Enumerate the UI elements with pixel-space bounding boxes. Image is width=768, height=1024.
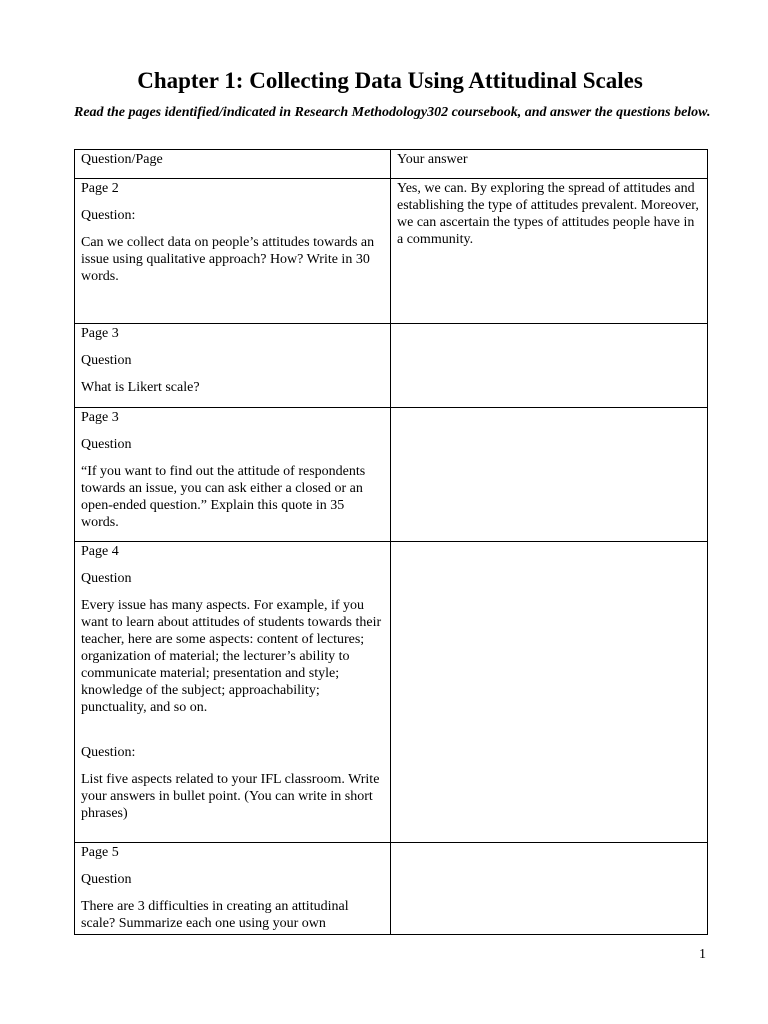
- question-label: Question: [81, 353, 132, 368]
- page-reference: Page 4: [81, 544, 119, 559]
- header-your-answer: Your answer: [391, 150, 708, 179]
- question-label: Question:: [81, 208, 136, 223]
- table-row: [75, 408, 708, 542]
- question-cell: [75, 179, 391, 324]
- page-number: 1: [699, 947, 706, 962]
- table-header-row: [75, 150, 708, 179]
- question-answer-table: [74, 149, 708, 935]
- answer-cell[interactable]: [391, 324, 708, 408]
- question-text: There are 3 difficulties in creating an attitudinal scale? Summarize each one using your own: [81, 899, 349, 931]
- question-cell: [75, 324, 391, 408]
- table-row: [75, 843, 708, 935]
- table-row: [75, 179, 708, 324]
- answer-cell[interactable]: [391, 408, 708, 542]
- question-text: What is Likert scale?: [81, 380, 200, 395]
- answer-cell[interactable]: [391, 843, 708, 935]
- table-row: [75, 324, 708, 408]
- table-row: [75, 542, 708, 843]
- header-question-page: Question/Page: [75, 150, 391, 179]
- answer-cell[interactable]: [391, 542, 708, 843]
- question-cell: [75, 542, 391, 843]
- page-reference: Page 2: [81, 181, 119, 196]
- answer-cell[interactable]: [391, 179, 708, 324]
- question-text: Every issue has many aspects. For example, if you want to learn about attitudes of students towards their teacher, here are some aspects: content of lectures; organization of material; the lecturer’s ability to communicate material; presentation and style; knowledge of the subject; approachability; punctuality, and so on.: [81, 598, 382, 715]
- question-label: Question: [81, 571, 132, 586]
- question-label: Question: [81, 872, 132, 887]
- question-cell: [75, 843, 391, 935]
- page-reference: Page 5: [81, 845, 119, 860]
- question-text: “If you want to find out the attitude of respondents towards an issue, you can ask either a closed or an open-ended question.” Explain this quote in 35 words.: [81, 464, 366, 530]
- answer-text: Yes, we can. By exploring the spread of attitudes and establishing the type of attitudes prevalent. Moreover, we can ascertain the types of attitudes people have in a community.: [397, 181, 699, 247]
- question-label-second: Question:: [81, 745, 136, 760]
- page-title: Chapter 1: Collecting Data Using Attitudinal Scales: [137, 68, 643, 93]
- question-cell: [75, 408, 391, 542]
- page-reference: Page 3: [81, 410, 119, 425]
- question-label: Question: [81, 437, 132, 452]
- instructions: Read the pages identified/indicated in Research Methodology302 coursebook, and answer the questions below.: [74, 105, 711, 120]
- question-text-second: List five aspects related to your IFL classroom. Write your answers in bullet point. (You can write in short phrases): [81, 772, 380, 821]
- page-reference: Page 3: [81, 326, 119, 341]
- question-text: Can we collect data on people’s attitudes towards an issue using qualitative approach? How? Write in 30 words.: [81, 235, 375, 284]
